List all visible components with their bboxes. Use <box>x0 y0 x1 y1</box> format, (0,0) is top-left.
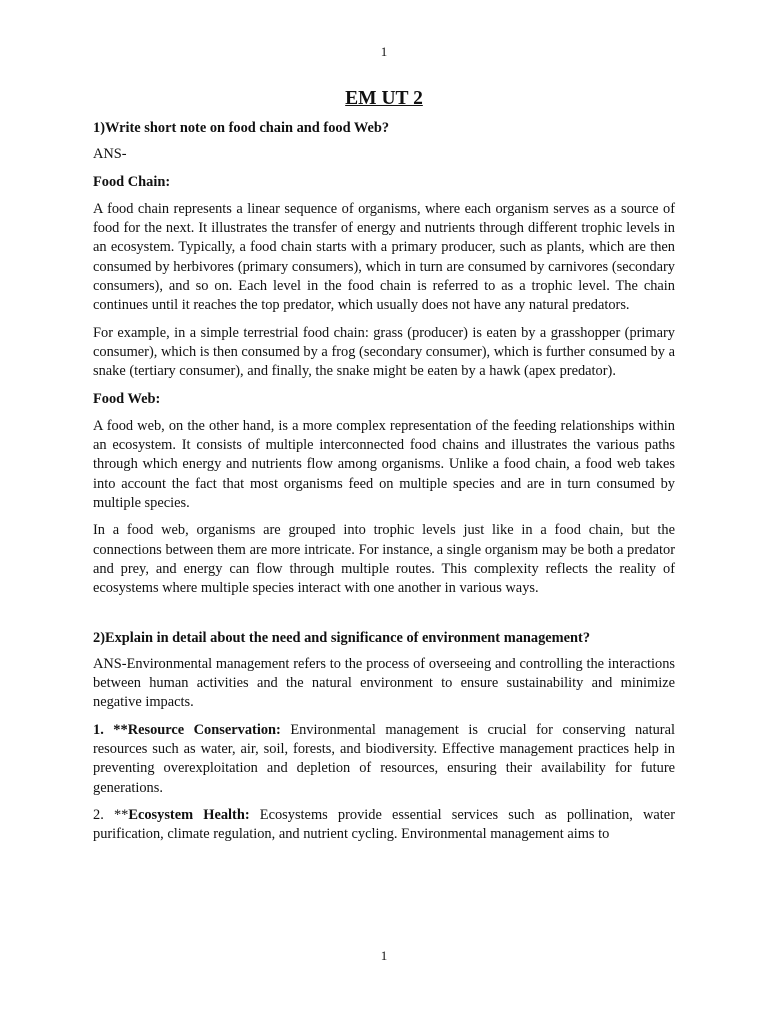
food-web-paragraph-2: In a food web, organisms are grouped into trophic levels just like in a food chain, but the connections between them are more intricate. For instance, a single organism may be both a predator and prey, and energy can flow through multiple routes. This complexity reflects the reality of ecosystems where multiple species interact with one another in various ways. <box>93 522 675 597</box>
page-content <box>93 87 675 853</box>
point-1-paragraph <box>93 721 675 798</box>
food-chain-heading: Food Chain: <box>93 173 171 190</box>
question-2-intro: ANS-Environmental management refers to the process of overseeing and controlling the interactions between human activities and the natural environment to ensure sustainability and minimize negative impacts. <box>93 655 675 711</box>
point-2-prefix: 2. ** <box>93 806 129 823</box>
food-chain-paragraph-2: For example, in a simple terrestrial food chain: grass (producer) is eaten by a grasshopper (primary consumer), which is then consumed by a frog (secondary consumer), which is further consumed by a snake (tertiary consumer), and finally, the snake might be eaten by a hawk (apex predator). <box>93 324 675 380</box>
page-number-bottom: 1 <box>380 948 388 963</box>
page-number-top: 1 <box>380 44 388 59</box>
question-2: 2)Explain in detail about the need and significance of environment management? <box>93 629 591 646</box>
point-2-paragraph <box>93 806 675 845</box>
section-spacer <box>93 607 675 629</box>
point-1-text: Environmental management is crucial for conserving natural resources such as water, air, soil, forests, and biodiversity. Effective management practices help in preventing overexploitation and depletion of resources, ensuring their availability for future generations. <box>93 721 675 796</box>
food-chain-paragraph-1: A food chain represents a linear sequence of organisms, where each organism serves as a source of food for the next. It illustrates the transfer of energy and nutrients through different trophic levels in an ecosystem. Typically, a food chain starts with a primary producer, such as plants, which are then consumed by herbivores (primary consumers), which in turn are consumed by carnivores (secondary consumers), and so on. Each level in the food chain is referred to as a trophic level. The chain continues until it reaches the top predator, which usually does not have any natural predators. <box>93 200 675 314</box>
point-2-title: Ecosystem Health: <box>128 806 250 823</box>
answer-label: ANS- <box>93 146 127 163</box>
question-1: 1)Write short note on food chain and food Web? <box>93 120 390 136</box>
point-2-text: Ecosystems provide essential services such as pollination, water purification, climate regulation, and nutrient cycling. Environmental management aims to <box>93 806 675 843</box>
point-1-prefix: 1. ** <box>93 721 128 738</box>
food-web-paragraph-1: A food web, on the other hand, is a more complex representation of the feeding relationships within an ecosystem. It consists of multiple interconnected food chains and illustrates the various paths through which energy and nutrients flow among organisms. Unlike a food chain, a food web takes into account the fact that most organisms feed on multiple species and are in turn consumed by multiple species. <box>93 417 675 512</box>
point-1-title: Resource Conservation: <box>127 721 281 738</box>
document-title: EM UT 2 <box>345 88 423 109</box>
food-web-heading: Food Web: <box>93 390 161 407</box>
